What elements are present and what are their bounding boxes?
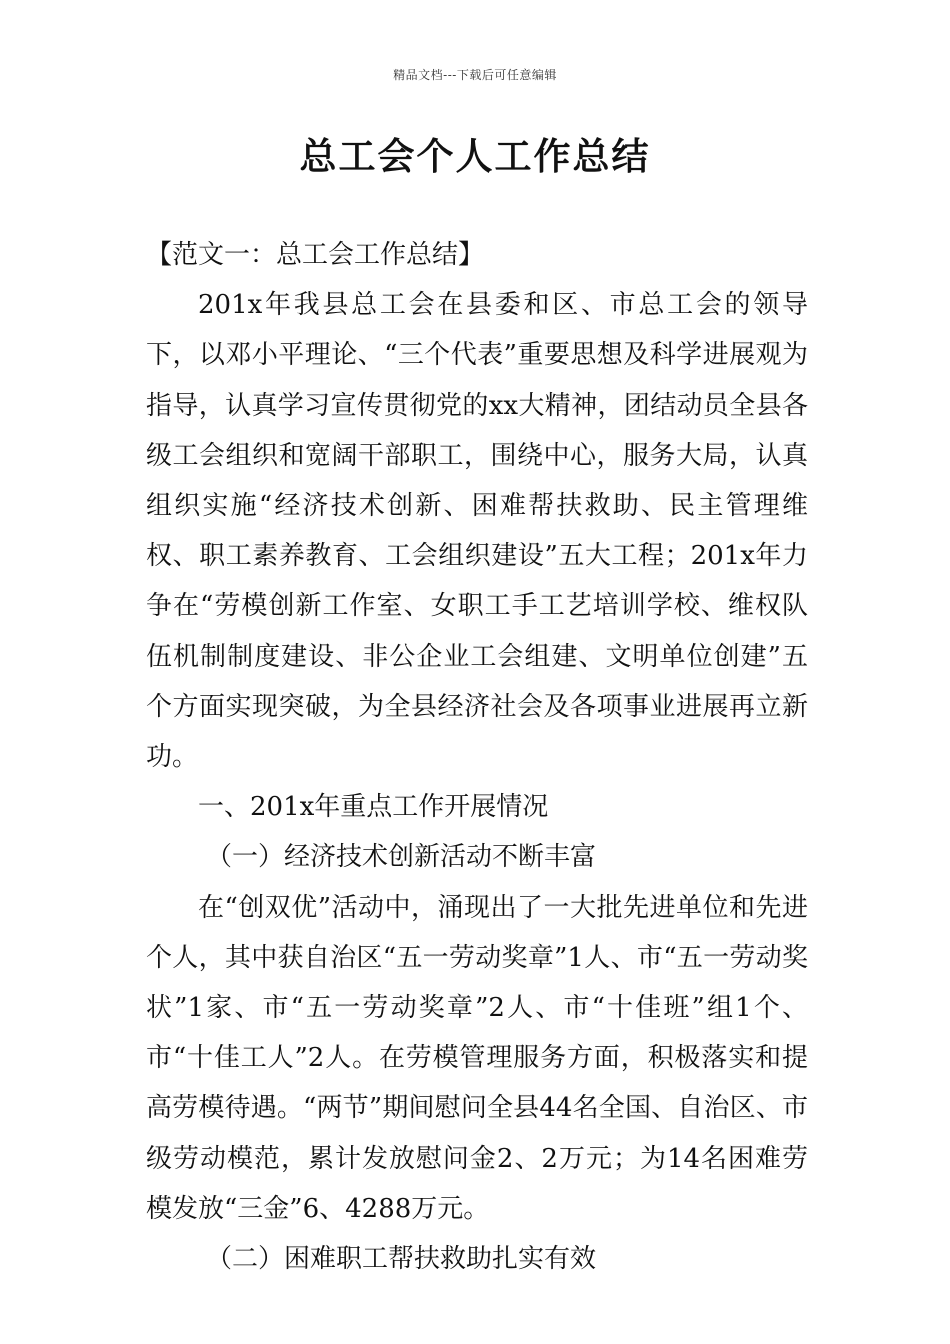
subheading-2: （二）困难职工帮扶救助扎实有效 [206, 1244, 597, 1275]
document-body [146, 230, 808, 1284]
paragraph-1: 在“创双优”活动中，涌现出了一大批先进单位和先进个人，其中获自治区“五一劳动奖章”1人、市“五一劳动奖状”1家、市“五一劳动奖章”2人、市“十佳班”组1个、市“十佳工人”2人。在劳模管理服务方面，积极落实和提高劳模待遇。“两节”期间慰问全县44名全国、自治区、市级劳动模范，累计发放慰问金2、2万元；为14名困难劳模发放“三金”6、4288万元。 [146, 892, 808, 1224]
heading-1: 一、201x年重点工作开展情况 [198, 792, 549, 823]
document-title: 总工会个人工作总结 [299, 135, 651, 178]
header-note: 精品文档---下载后可任意编辑 [393, 68, 557, 82]
intro-paragraph: 201x年我县总工会在县委和区、市总工会的领导下，以邓小平理论、“三个代表”重要思想及科学进展观为指导，认真学习宣传贯彻党的xx大精神，团结动员全县各级工会组织和宽阔干部职工，围绕中心，服务大局，认真组织实施“经济技术创新、困难帮扶救助、民主管理维权、职工素养教育、工会组织建设”五大工程；201x年力争在“劳模创新工作室、女职工手工艺培训学校、维权队伍机制制度建设、非公企业工会组建、文明单位创建”五个方面实现突破，为全县经济社会及各项事业进展再立新功。 [146, 290, 808, 773]
subheading-1: （一）经济技术创新活动不断丰富 [206, 842, 597, 873]
section-label: 【范文一：总工会工作总结】 [146, 240, 485, 270]
